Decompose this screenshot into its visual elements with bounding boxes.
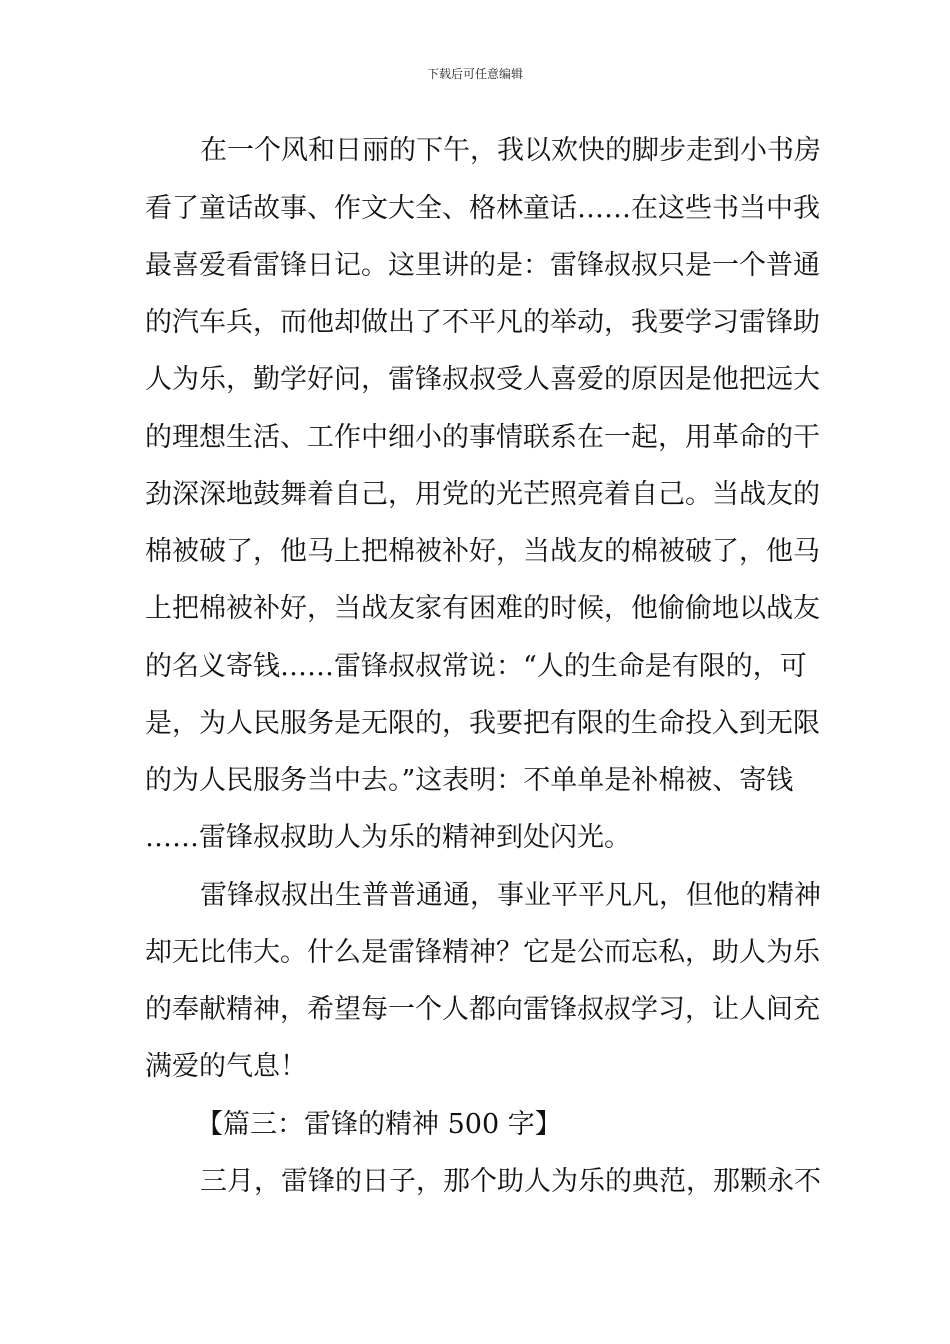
text-line: 劲深深地鼓舞着自己，用党的光芒照亮着自己。当战友的 — [145, 479, 820, 510]
page-header: 下载后可任意编辑 — [426, 67, 523, 81]
text-line: 却无比伟大。什么是雷锋精神？它是公而忘私，助人为乐 — [145, 937, 820, 968]
text-line: 在一个风和日丽的下午，我以欢快的脚步走到小书房 — [200, 135, 821, 166]
text-line: 三月，雷锋的日子，那个助人为乐的典范，那颗永不 — [200, 1166, 821, 1197]
section-heading: 【篇三：雷锋的精神 500 字】 — [196, 1109, 562, 1140]
text-line: 雷锋叔叔出生普普通通，事业平平凡凡，但他的精神 — [200, 880, 821, 911]
text-line: 人为乐，勤学好问，雷锋叔叔受人喜爱的原因是他把远大 — [145, 364, 820, 395]
text-line: 棉被破了，他马上把棉被补好，当战友的棉被破了，他马 — [145, 536, 820, 567]
text-line: 的名义寄钱……雷锋叔叔常说：“人的生命是有限的，可 — [145, 651, 807, 682]
text-line: 是，为人民服务是无限的，我要把有限的生命投入到无限 — [145, 708, 820, 739]
text-line: 满爱的气息！ — [145, 1051, 307, 1082]
text-line: ……雷锋叔叔助人为乐的精神到处闪光。 — [145, 822, 631, 853]
text-line: 的理想生活、工作中细小的事情联系在一起，用革命的干 — [145, 422, 820, 453]
text-line: 的为人民服务当中去。”这表明：不单单是补棉被、寄钱 — [145, 765, 794, 796]
text-line: 看了童话故事、作文大全、格林童话……在这些书当中我 — [145, 193, 820, 224]
text-line: 上把棉被补好，当战友家有困难的时候，他偷偷地以战友 — [145, 593, 820, 624]
text-line: 的汽车兵，而他却做出了不平凡的举动，我要学习雷锋助 — [145, 307, 820, 338]
text-line: 最喜爱看雷锋日记。这里讲的是：雷锋叔叔只是一个普通 — [145, 250, 820, 281]
text-line: 的奉献精神，希望每一个人都向雷锋叔叔学习，让人间充 — [145, 994, 820, 1025]
